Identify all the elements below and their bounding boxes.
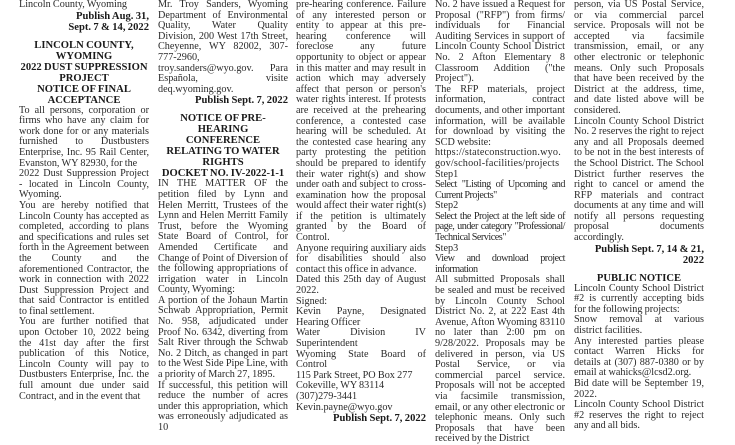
- notice-paragraph: You are further notified that upon October 10, 2022 being the 41st day after the first publication of this Notice, Lincoln County will pay to Dustbusters Enterprise, Inc. the full amount due under said Contract, and in the event that: [19, 316, 149, 402]
- step-label: Step3: [435, 242, 459, 254]
- step-label: Step2: [435, 200, 459, 212]
- step-text: Select the Project at the left side of page, under category "Professional/ Technical Services": [435, 210, 565, 244]
- publish-date-line: Publish Aug. 31,: [76, 10, 149, 22]
- signature-line: Kevin Payne, Designated Hearing Officer: [296, 306, 426, 328]
- notice-heading: WYOMING: [55, 50, 113, 62]
- signature-line: Water Division IV Superintendent: [296, 327, 426, 349]
- publish-date-line: Publish Sept. 7, 2022: [333, 413, 426, 425]
- step-label: Step1: [435, 168, 459, 180]
- column-4: [435, 0, 565, 445]
- notice-paragraph: Mr. Troy Sanders, Wyoming Department of Environmental Quality, Water Quality Division, 200 West 17th Street, Cheyenne, WY 82002, 307-777-2960, troy.sanders@wyo.gov. Para Española, visite deq.wyoming.gov.: [158, 0, 288, 95]
- notice-tail-text: Lincoln County, Wyoming: [19, 0, 128, 10]
- column-1: [19, 0, 149, 402]
- notice-paragraph: A portion of the Johaun Martin Schwab Appropriation, Permit No. 958, adjudicated under Proof No. 6342, diverting from Salt River through the Schwab No. 2 Ditch, as changed in part to the West Side Pipe Line, with a priority of March 27, 1895.: [158, 294, 288, 381]
- address-line: 115 Park Street, PO Box 277: [296, 369, 413, 381]
- notice-heading: PROJECT: [59, 72, 109, 84]
- notice-paragraph: 2022 Dust Suppression Project - located in Lincoln County, Wyoming.: [19, 168, 149, 201]
- notice-heading: NOTICE OF FINAL: [37, 83, 131, 95]
- step-text: View and download project information: [435, 253, 565, 275]
- notice-paragraph: If successful, this petition will reduce the number of acres under this appropriation, which was erroneously adjudicated as 10: [158, 379, 288, 433]
- column-5: [574, 0, 704, 432]
- notice-paragraph: Any interested parties please contact Warren Hicks for details at (307) 887-0380 or by email at wahicks@lcsd2.org.: [574, 335, 704, 379]
- column-3: [296, 0, 426, 424]
- address-line: Cokeville, WY 83114: [296, 380, 385, 392]
- notice-paragraph: The RFP materials, project information, contract documents, and other important information, will be available for download by visiting the SCD website:: [435, 83, 565, 148]
- notice-heading: 2022 DUST SUPPRESSION: [20, 61, 148, 73]
- phone-line: (307)279-3441: [296, 390, 358, 402]
- notice-paragraph: Dated this 25th day of August 2022.: [296, 274, 426, 297]
- email-line: Kevin.payne@wyo.gov: [296, 401, 393, 413]
- notice-paragraph: Anyone requiring auxiliary aids for disabilities should also contact this office in advance.: [296, 242, 426, 275]
- notice-heading: CONFERENCE: [185, 135, 261, 147]
- notice-paragraph: No. 2 have issued a Request for Proposal ("RFP") from firms/ individuals for Financial Auditing Services in support of Lincoln County School District No. 2 Afton Elementary 8 Classroom Addition ("the Project").: [435, 0, 565, 85]
- notice-paragraph: pre-hearing conference. Failure of any interested person or entity to appear at this pre-hearing conference will foreclose any future opportunity to object or appear in this matter and may result in action which may adversely affect that person or person's water rights interest. If protests are received at the prehearing conference, a contested case hearing will be scheduled. At the contested case hearing any party protesting the petition should be prepared to identify their water right(s) and show under oath and subject to cross-examination how the proposal would affect their water right(s) if the petition is ultimately granted by the Board of Control.: [296, 0, 426, 244]
- notice-paragraph: Bid date will be September 19, 2022.: [574, 378, 704, 400]
- notice-paragraph: Lincoln County School District No. 2 reserves the right to reject any and all Proposals deemed to be not in the best interests of the School District. The School District further reserves the right to cancel or amend the RFP materials and contract documents at any time and will notify all persons requesting proposal documents accordingly.: [574, 115, 704, 244]
- notice-paragraph: You are hereby notified that Lincoln County has accepted as completed, according to plans and specifications and rules set forth in the Agreement between the County and the aforementioned Contractor, the work in connection with 2022 Dust Suppression Project and that said Contractor is entitled to final settlement.: [19, 199, 149, 317]
- publish-date-line: Sept. 7 & 14, 2022: [68, 21, 149, 33]
- notice-heading: RIGHTS: [202, 157, 244, 169]
- notice-paragraph: Lincoln County School District #2 reserves the right to reject any and all bids.: [574, 399, 704, 432]
- notice-heading: RELATING TO WATER: [166, 146, 280, 158]
- notice-heading: DOCKET NO. IV-2022-1-1: [161, 168, 285, 180]
- step-text: Select "Listing of Upcoming and Current Projects": [435, 179, 565, 201]
- notice-heading: LINCOLN COUNTY,: [34, 39, 134, 51]
- notice-paragraph: All submitted Proposals shall be sealed and must be received by Lincoln County School District No. 2, at 222 East 4th Avenue, Afton Wyoming 83110 no later than 2:00 pm on 9/28/2022. Proposals may be delivered in person, via US Postal Service, or via commercial parcel service. Proposals will not be accepted via facsimile transmission, email, or any other electronic or telephonic means. Only such Proposals that have been received by the District: [435, 274, 565, 445]
- notice-paragraph: Snow removal at various district facilities.: [574, 314, 704, 337]
- column-2: [158, 0, 288, 434]
- notice-heading: ACCEPTANCE: [47, 94, 121, 106]
- notice-paragraph: To all persons, corporation or firms who have any claim for work done for or any materials furnished to Dustbusters Enterprise, Inc. 95 Rail Center, Evanston, WY 82930, for the: [19, 104, 149, 169]
- website-url: https://stateconstruction.wyo.gov/school-facilities/projects: [435, 147, 561, 169]
- signature-line: Signed:: [296, 295, 328, 307]
- publish-date-line: Publish Sept. 7, 14 & 21, 2022: [594, 243, 704, 266]
- notice-heading: NOTICE OF PRE-HEARING: [180, 113, 266, 136]
- publish-date-line: Publish Sept. 7, 2022: [195, 95, 288, 107]
- notice-paragraph: Lincoln County School District #2 is currently accepting bids for the following projects:: [574, 282, 704, 315]
- notice-paragraph: IN THE MATTER OF the petition filed by Lynn and Helen Merritt, Trustees of the Lynn and Helen Merritt Family Trust, before the Wyoming State Board of Control, for Amended Certificate and Change of Point of Diversion of the following appropriations of irrigation water in Lincoln County, Wyoming:: [158, 178, 288, 296]
- signature-line: Wyoming State Board of Control: [296, 348, 426, 371]
- notice-heading: PUBLIC NOTICE: [596, 272, 682, 284]
- notice-paragraph: person, via US Postal Service, or via commercial parcel service. Proposals will not be accepted via facsimile transmission, email, or any other electronic or telephonic means. Only such Proposals that have been received by the District at the address, time, and date listed above will be considered.: [574, 0, 704, 116]
